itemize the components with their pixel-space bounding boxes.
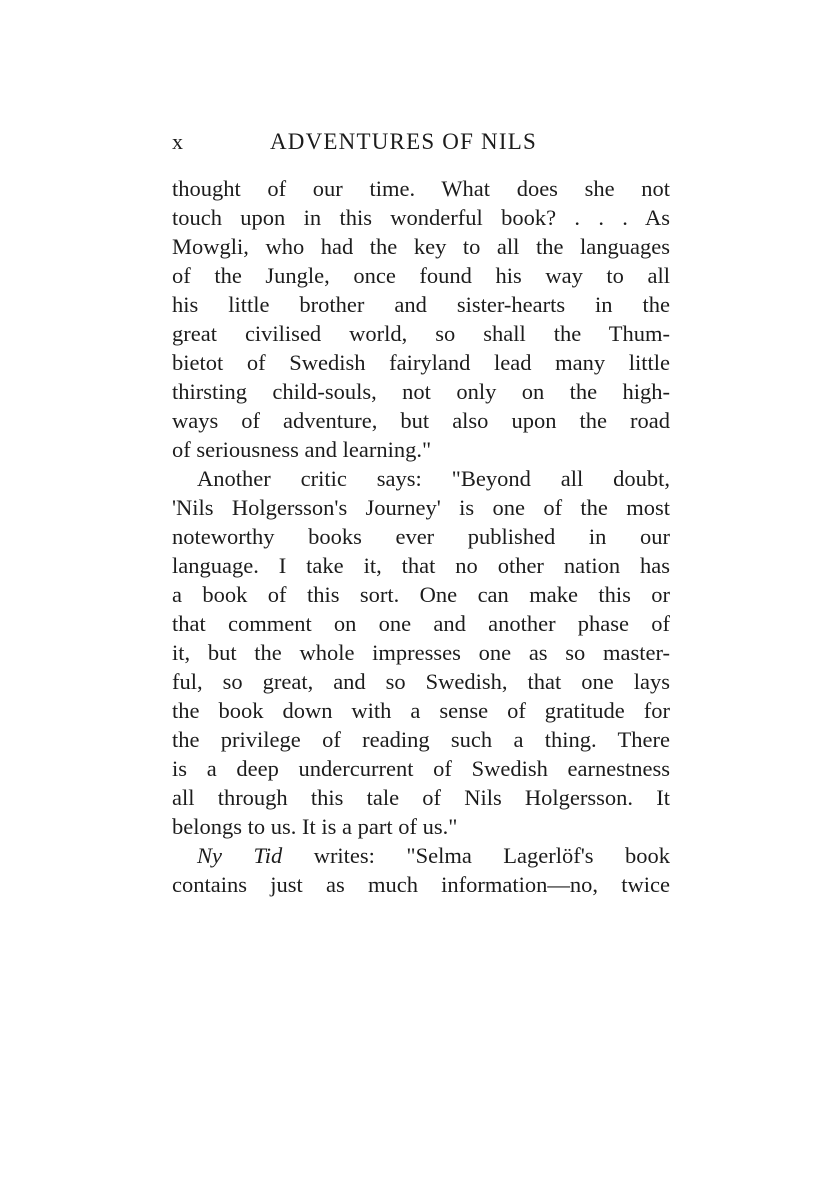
text-line: the privilege of reading such a thing. There (172, 727, 670, 752)
text-line: thought of our time. What does she not (172, 176, 670, 201)
running-title: ADVENTURES OF NILS (270, 129, 537, 154)
text-line: ways of adventure, but also upon the road (172, 408, 670, 433)
text-line: noteworthy books ever published in our (172, 524, 670, 549)
text-line: all through this tale of Nils Holgersson. It (172, 785, 670, 810)
text-line: language. I take it, that no other nation has (172, 553, 670, 578)
text-line: belongs to us. It is a part of us." (172, 814, 458, 839)
text-line: is a deep undercurrent of Swedish earnestness (172, 756, 670, 781)
text-line: contains just as much information—no, twice (172, 872, 670, 897)
text-line: that comment on one and another phase of (172, 611, 670, 636)
publication-name: Ny Tid (197, 843, 283, 868)
page-number: x (172, 129, 184, 154)
text-line-rest: writes: "Selma Lagerlöf's book (282, 843, 670, 868)
text-line: Mowgli, who had the key to all the languages (172, 234, 670, 259)
body-text (172, 174, 670, 899)
text-line: ful, so great, and so Swedish, that one lays (172, 669, 670, 694)
text-line: it, but the whole impresses one as so master- (172, 640, 670, 665)
text-line: thirsting child-souls, not only on the high- (172, 379, 670, 404)
text-line: great civilised world, so shall the Thum- (172, 321, 670, 346)
paragraph-first-line (172, 841, 670, 870)
text-line: of seriousness and learning." (172, 437, 432, 462)
paragraph-first-line: Another critic says: "Beyond all doubt, (197, 466, 670, 491)
text-line: his little brother and sister-hearts in the (172, 292, 670, 317)
running-head (172, 126, 670, 158)
text-line: a book of this sort. One can make this or (172, 582, 670, 607)
text-line: bietot of Swedish fairyland lead many little (172, 350, 670, 375)
text-line: of the Jungle, once found his way to all (172, 263, 670, 288)
text-line: 'Nils Holgersson's Journey' is one of the most (172, 495, 670, 520)
text-line: touch upon in this wonderful book? . . . As (172, 205, 670, 230)
text-line: the book down with a sense of gratitude for (172, 698, 670, 723)
